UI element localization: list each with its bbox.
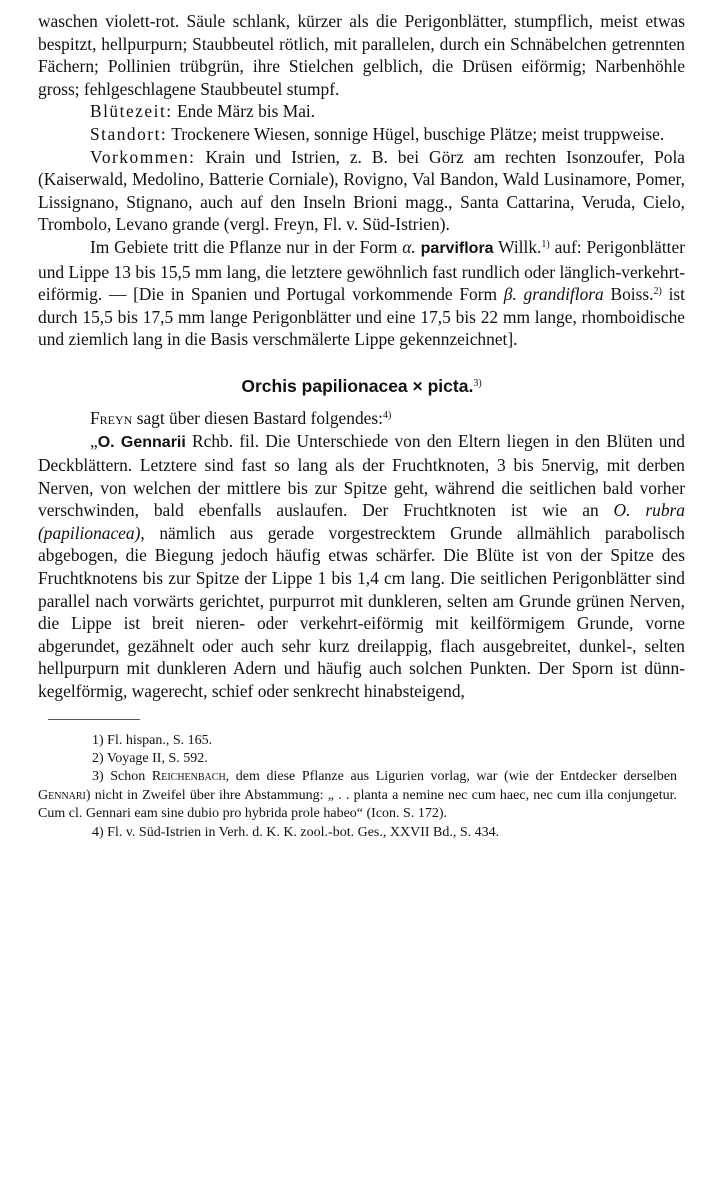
footnote-ref-3: 3) — [473, 377, 482, 389]
footnote-3: 3) Schon Reichenbach, dem diese Pflanze aus Ligurien vorlag, war (wie der Entdecker derselben Gennari) nicht in Zweifel über ihre Abstammung: „ . . planta a nemine nec cum haec, nec cum illa conjungetur. Cum cl. Gennari eam sine dubio pro hybrida prole habeo“ (Icon. S. 172). — [38, 769, 677, 822]
footnote-ref-2: 2) — [653, 286, 662, 298]
footnote-2: 2) Voyage II, S. 592. — [92, 751, 208, 767]
footnote-4: 4) Fl. v. Süd-Istrien in Verh. d. K. K. zool.-bot. Ges., XXVII Bd., S. 434. — [92, 824, 500, 840]
section-intro: Freyn sagt über diesen Bastard folgendes:$^{4)}$ — [90, 407, 392, 428]
body-text — [38, 10, 685, 351]
habitat-paragraph: Standort: Trockenere Wiesen, sonnige Hügel, buschige Plätze; meist truppweise. — [90, 123, 665, 144]
section-body — [38, 407, 685, 703]
section-heading: Orchis papilionacea × picta.$^{3)}$ — [241, 375, 482, 396]
variety-name: parviflora — [415, 239, 494, 257]
occurrence-paragraph: Vorkommen: Krain und Istrien, z. B. bei Görz am rechten Isonzoufer, Pola (Kaiserwald, Medolino, Batterie Corniale), Rovigno, Val Bandon, Wald Lusinamore, Pomer, Lissignano, Stignano, auch auf den Inseln Brioni magg., Santa Cattarina, Veruda, Cielo, Trombolo, Levano grande (vergl. Freyn, Fl. v. Süd-Istrien). — [38, 146, 685, 235]
footnote-ref-4: 4) — [383, 409, 392, 421]
habitat-label: Standort: — [90, 123, 168, 144]
forms-paragraph: Im Gebiete tritt die Pflanze nur in der Form α. parviflora Willk.$^{1)}$ auf: Perigonblätter und Lippe 13 bis 15,5 mm lang, die letztere gewöhnlich fast rundlich oder länglich-verkehrt-eiförmig. — [Die in Spanien und Portugal vorkommende Form β. grandiflora Boiss.$^{2)}$ ist durch 15,5 bis 17,5 mm lange Perigonblätter und eine 17,5 bis 22 mm lange, rhomboidische und ziemlich lang in die Basis verschmälerte Lippe gekennzeichnet]. — [38, 236, 686, 350]
flowering-time-label: Blütezeit: — [90, 101, 173, 122]
occurrence-label: Vorkommen: — [90, 146, 196, 167]
footnote-divider — [48, 719, 140, 720]
quotation-paragraph: „O. Gennarii Rchb. fil. Die Unterschiede von den Eltern liegen in den Blüten und Deckblättern. Letztere sind fast so lang als der Fruchtknoten, 3 bis 5nervig, mit derben Nerven, von welchen der mittlere bis zur Spitze geht, während die seitlichen bald vorher verschwinden, bald ebenfalls auslaufen. Der Fruchtknoten ist wie an O. rubra (papilionacea), nämlich aus gerade vorgestrecktem Grunde allmählich parabolisch abgebogen, die Biegung jedoch häufig etwas schärfer. Die Blüte ist von der Spitze des Fruchtknotens bis zur Spitze der Lippe 1 bis 1,4 cm lang. Die seitlichen Perigonblätter sind parallel nach vorwärts gerichtet, purpurrot mit dunkleren, selten am Grunde grünen Nerven, die Lippe ist breit nieren- oder verkehrt-eiförmig mit keilförmigem Grunde, vorne abgerundet, gezähnelt oder auch sehr kurz dreilappig, flach ausgebreitet, dunkel-, selten hellpurpurn mit dunkleren Adern und häufig auch solchen Punkten. Der Sporn ist dünn-kegelförmig, wagerecht, schief oder senkrecht hinabsteigend, — [38, 430, 685, 702]
description-paragraph: waschen violett-rot. Säule schlank, kürzer als die Perigonblätter, stumpflich, meist etwas bespitzt, hellpurpurn; Staubbeutel rötlich, mit parallelen, durch ein Schnäbelchen getrennten Fächern; Pollinien trübgrün, ihre Stielchen gelblich, die Drüsen eiförmig; Narbenhöhle gross; fehlgeschlagene Staubbeutel stumpf. — [38, 11, 685, 99]
author-name: Freyn — [90, 407, 133, 428]
footnotes — [38, 732, 685, 842]
flowering-time-paragraph: Blütezeit: Ende März bis Mai. — [90, 101, 316, 122]
hybrid-name: O. Gennarii — [97, 433, 186, 451]
footnote-ref-1: 1) — [541, 238, 550, 250]
footnote-1: 1) Fl. hispan., S. 165. — [92, 732, 213, 748]
